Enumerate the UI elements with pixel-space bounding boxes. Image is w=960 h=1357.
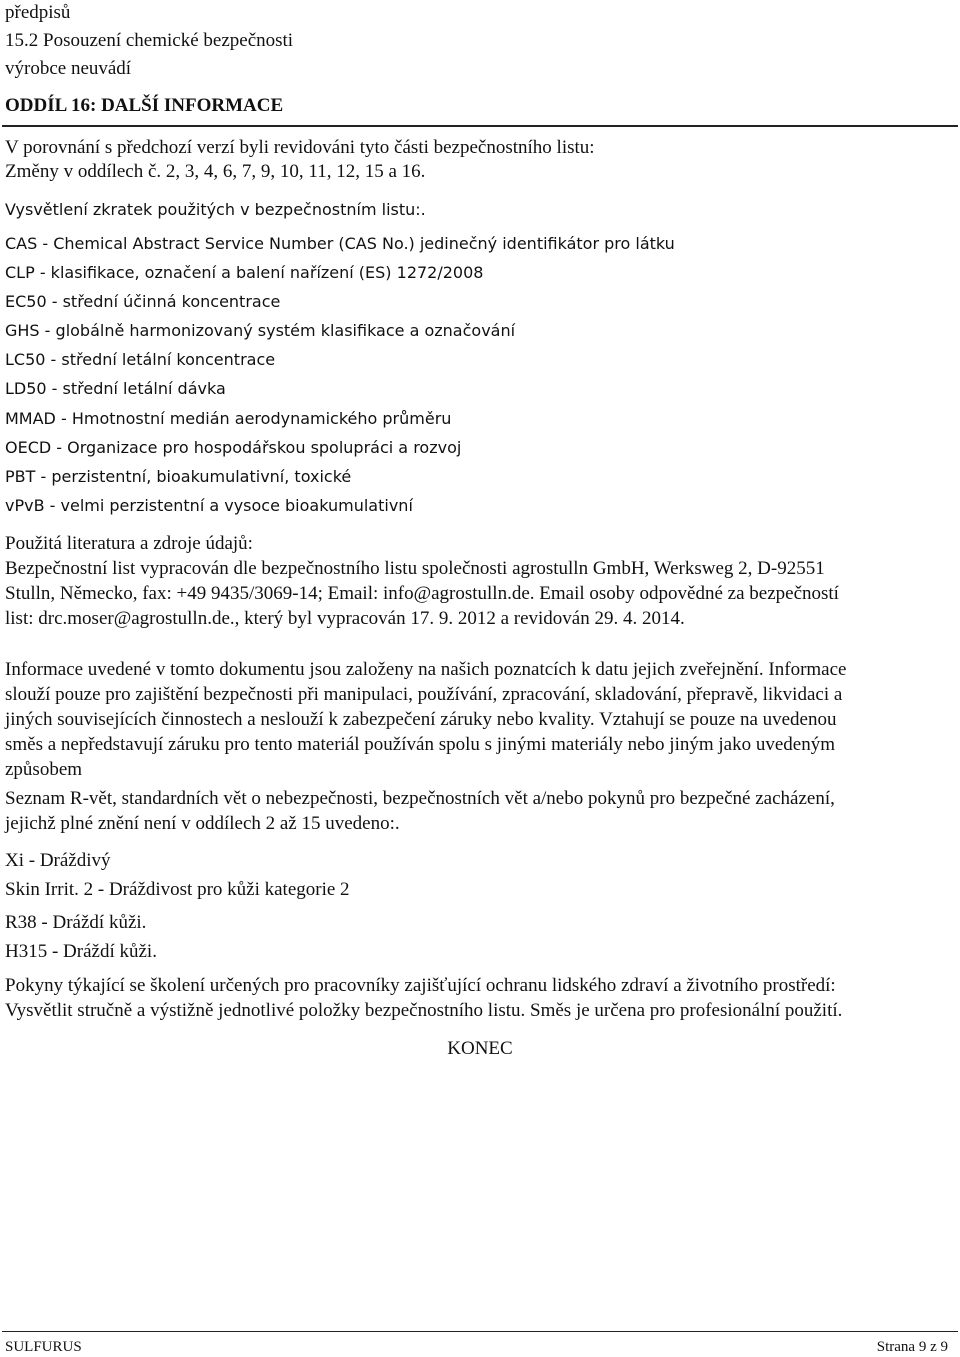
section-divider [2, 125, 958, 127]
abbreviation-item: PBT - perzistentní, bioakumulativní, toxické [5, 467, 352, 486]
abbreviations-heading: Vysvětlení zkratek použitých v bezpečnostním listu:. [5, 200, 426, 219]
revision-note-line-1: V porovnání s předchozí verzí byli revidováni tyto části bezpečnostního listu: [5, 137, 595, 158]
abbreviation-item: CAS - Chemical Abstract Service Number (CAS No.) jedinečný identifikátor pro látku [5, 234, 675, 253]
section-15-2-text: výrobce neuvádí [5, 58, 132, 79]
information-line: Informace uvedené v tomto dokumentu jsou založeny na našich poznatcích k datu jejich zveřejnění. Informace [5, 659, 847, 680]
information-line: jiných souvisejících činnostech a neslouží k zabezpečení záruky nebo kvality. Vztahují se pouze na uvedenou [5, 709, 837, 730]
abbreviation-item: GHS - globálně harmonizovaný systém klasifikace a označování [5, 321, 516, 340]
information-line: způsobem [5, 759, 83, 780]
footer-page-number: Strana 9 z 9 [876, 1339, 948, 1355]
sources-line: Stulln, Německo, fax: +49 9435/3069-14; Email: info@agrostulln.de. Email osoby odpovědné za bezpečností [5, 583, 839, 604]
phrase-skin-irrit: Skin Irrit. 2 - Dráždivost pro kůži kategorie 2 [5, 879, 350, 900]
training-line: Vysvětlit stručně a výstižně jednotlivé položky bezpečnostního listu. Směs je určena pro profesionální použití. [5, 1000, 843, 1021]
abbreviation-item: OECD - Organizace pro hospodářskou spolupráci a rozvoj [5, 438, 462, 457]
footer-product-name: SULFURUS [5, 1339, 82, 1355]
section-15-2-title: 15.2 Posouzení chemické bezpečnosti [5, 30, 294, 51]
phrase-r38: R38 - Dráždí kůži. [5, 912, 147, 933]
previous-section-tail: předpisů [5, 2, 71, 23]
abbreviation-item: CLP - klasifikace, označení a balení nařízení (ES) 1272/2008 [5, 263, 484, 282]
revision-note-line-2: Změny v oddílech č. 2, 3, 4, 6, 7, 9, 10, 11, 12, 15 a 16. [5, 161, 426, 182]
training-line: Pokyny týkající se školení určených pro pracovníky zajišťující ochranu lidského zdraví a životního prostředí: [5, 975, 836, 996]
abbreviation-item: MMAD - Hmotnostní medián aerodynamického průměru [5, 409, 452, 428]
information-line: směs a nepředstavují záruku pro tento materiál používán spolu s jinými materiály nebo jiným jako uvedeným [5, 734, 835, 755]
sources-line: Bezpečnostní list vypracován dle bezpečnostního listu společnosti agrostulln GmbH, Werksweg 2, D-92551 [5, 558, 825, 579]
footer-divider [2, 1331, 958, 1332]
end-label: KONEC [447, 1038, 513, 1059]
information-line: slouží pouze pro zajištění bezpečnosti při manipulaci, používání, zpracování, skladování, přepravě, likvidaci a [5, 684, 843, 705]
abbreviation-item: LD50 - střední letální dávka [5, 379, 226, 398]
sources-heading: Použitá literatura a zdroje údajů: [5, 533, 253, 554]
phrase-h315: H315 - Dráždí kůži. [5, 941, 157, 962]
abbreviation-item: vPvB - velmi perzistentní a vysoce bioakumulativní [5, 496, 413, 515]
sources-line: list: drc.moser@agrostulln.de., který byl vypracován 17. 9. 2012 a revidován 29. 4. 2014. [5, 608, 685, 629]
abbreviation-item: LC50 - střední letální koncentrace [5, 350, 276, 369]
phrase-xi: Xi - Dráždivý [5, 850, 111, 871]
section-16-title: ODDÍL 16: DALŠÍ INFORMACE [5, 95, 284, 116]
r-phrases-line: Seznam R-vět, standardních vět o nebezpečnosti, bezpečnostních vět a/nebo pokynů pro bezpečné zacházení, [5, 788, 835, 809]
r-phrases-line: jejichž plné znění není v oddílech 2 až 15 uvedeno:. [5, 813, 400, 834]
abbreviation-item: EC50 - střední účinná koncentrace [5, 292, 281, 311]
